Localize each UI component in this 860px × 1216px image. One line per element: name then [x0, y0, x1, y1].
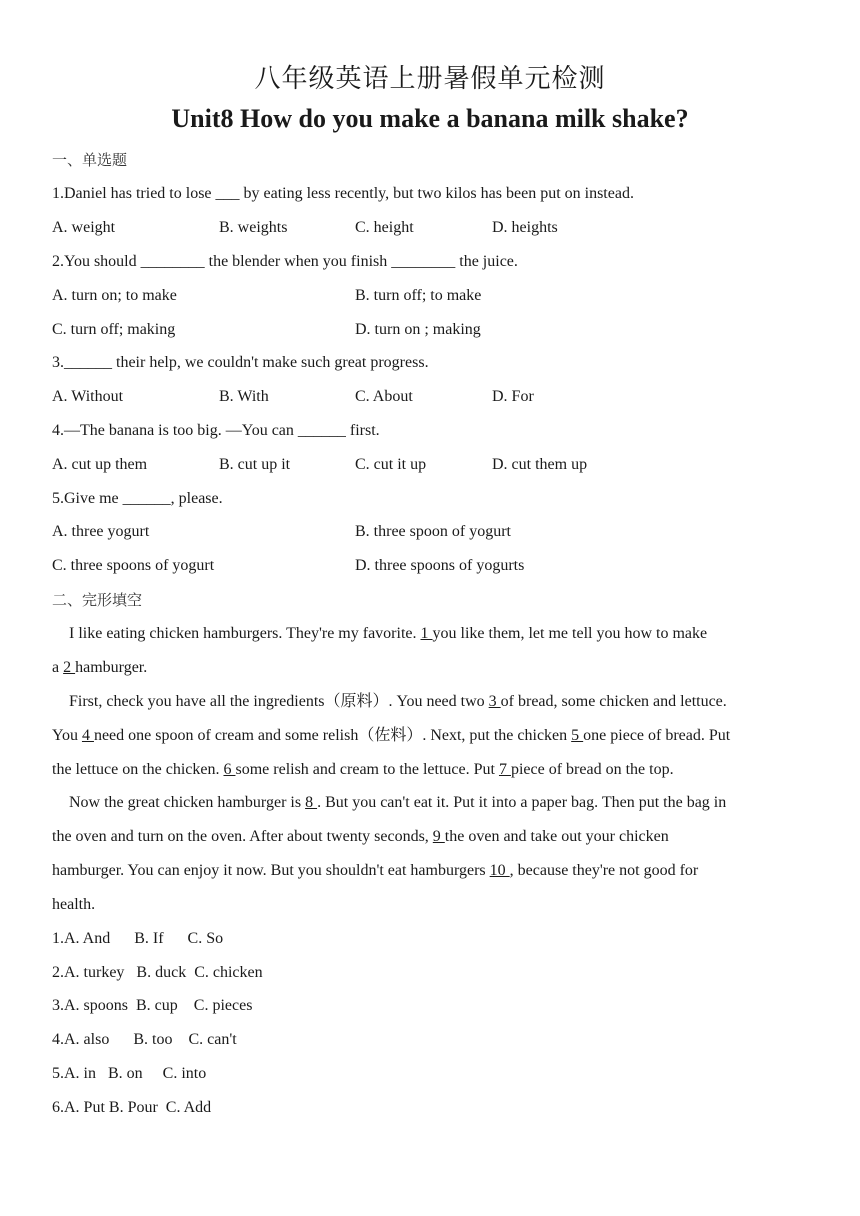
option-b: B. With [219, 388, 269, 405]
blank: 7 [498, 761, 511, 778]
passage-line: the lettuce on the chicken. 6 some relish and cream to the lettuce. Put 7 piece of bread on the top. [52, 761, 674, 778]
blank: 6 [223, 761, 236, 778]
cloze-options: 5.A. in B. on C. into [52, 1065, 207, 1082]
cloze-options: 2.A. turkey B. duck C. chicken [52, 964, 263, 981]
option-d: D. heights [492, 219, 558, 236]
blank: 1 [420, 625, 433, 642]
cloze-options: 1.A. And B. If C. So [52, 930, 224, 947]
passage-line: hamburger. You can enjoy it now. But you shouldn't eat hamburgers 10 , because they're not good for [52, 862, 699, 879]
passage-line: First, check you have all the ingredients（原料）. You need two 3 of bread, some chicken and lettuce. [69, 693, 727, 710]
cloze-options: 6.A. Put B. Pour C. Add [52, 1099, 212, 1116]
passage-line: You 4 need one spoon of cream and some relish（佐料）. Next, put the chicken 5 one piece of bread. Put [52, 727, 731, 744]
section-heading: 二、完形填空 [52, 591, 143, 609]
question-stem: 1.Daniel has tried to lose ___ by eating less recently, but two kilos has been put on instead. [52, 185, 634, 202]
option-c: C. cut it up [355, 456, 427, 473]
passage-line: Now the great chicken hamburger is 8 . But you can't eat it. Put it into a paper bag. Then put the bag in [69, 794, 727, 811]
option-a: A. turn on; to make [52, 287, 177, 304]
option-b: B. cut up it [219, 456, 291, 473]
blank: 4 [81, 727, 94, 744]
blank: 5 [571, 727, 584, 744]
passage-line: health. [52, 896, 96, 913]
option-a: A. weight [52, 219, 116, 236]
option-b: B. turn off; to make [355, 287, 482, 304]
page-title: 八年级英语上册暑假单元检测 [254, 64, 606, 94]
cloze-options: 3.A. spoons B. cup C. pieces [52, 997, 253, 1014]
blank: 2 [63, 659, 76, 676]
blank: 10 [489, 862, 510, 879]
option-c: C. three spoons of yogurt [52, 557, 215, 574]
option-a: A. Without [52, 388, 124, 405]
option-c: C. turn off; making [52, 321, 176, 338]
option-a: A. three yogurt [52, 523, 150, 540]
option-b: B. three spoon of yogurt [355, 523, 511, 540]
option-d: D. three spoons of yogurts [355, 557, 525, 574]
question-stem: 3.______ their help, we couldn't make such great progress. [52, 354, 429, 371]
page-subtitle: Unit8 How do you make a banana milk shake? [171, 104, 689, 133]
section-heading: 一、单选题 [52, 151, 128, 169]
option-a: A. cut up them [52, 456, 148, 473]
option-c: C. About [355, 388, 413, 405]
passage-line: the oven and turn on the oven. After about twenty seconds, 9 the oven and take out your chicken [52, 828, 669, 845]
blank: 3 [488, 693, 501, 710]
option-d: D. cut them up [492, 456, 588, 473]
cloze-options: 4.A. also B. too C. can't [52, 1031, 237, 1048]
blank: 8 [305, 794, 318, 811]
question-stem: 4.—The banana is too big. —You can ______ first. [52, 422, 380, 439]
option-d: D. turn on ; making [355, 321, 481, 338]
question-stem: 2.You should ________ the blender when you finish ________ the juice. [52, 253, 518, 270]
option-d: D. For [492, 388, 534, 405]
question-stem: 5.Give me ______, please. [52, 490, 223, 507]
option-b: B. weights [219, 219, 288, 236]
blank: 9 [432, 828, 445, 845]
passage-line: I like eating chicken hamburgers. They're my favorite. 1 you like them, let me tell you how to make [69, 625, 708, 642]
option-c: C. height [355, 219, 414, 236]
passage-line: a 2 hamburger. [52, 659, 148, 676]
